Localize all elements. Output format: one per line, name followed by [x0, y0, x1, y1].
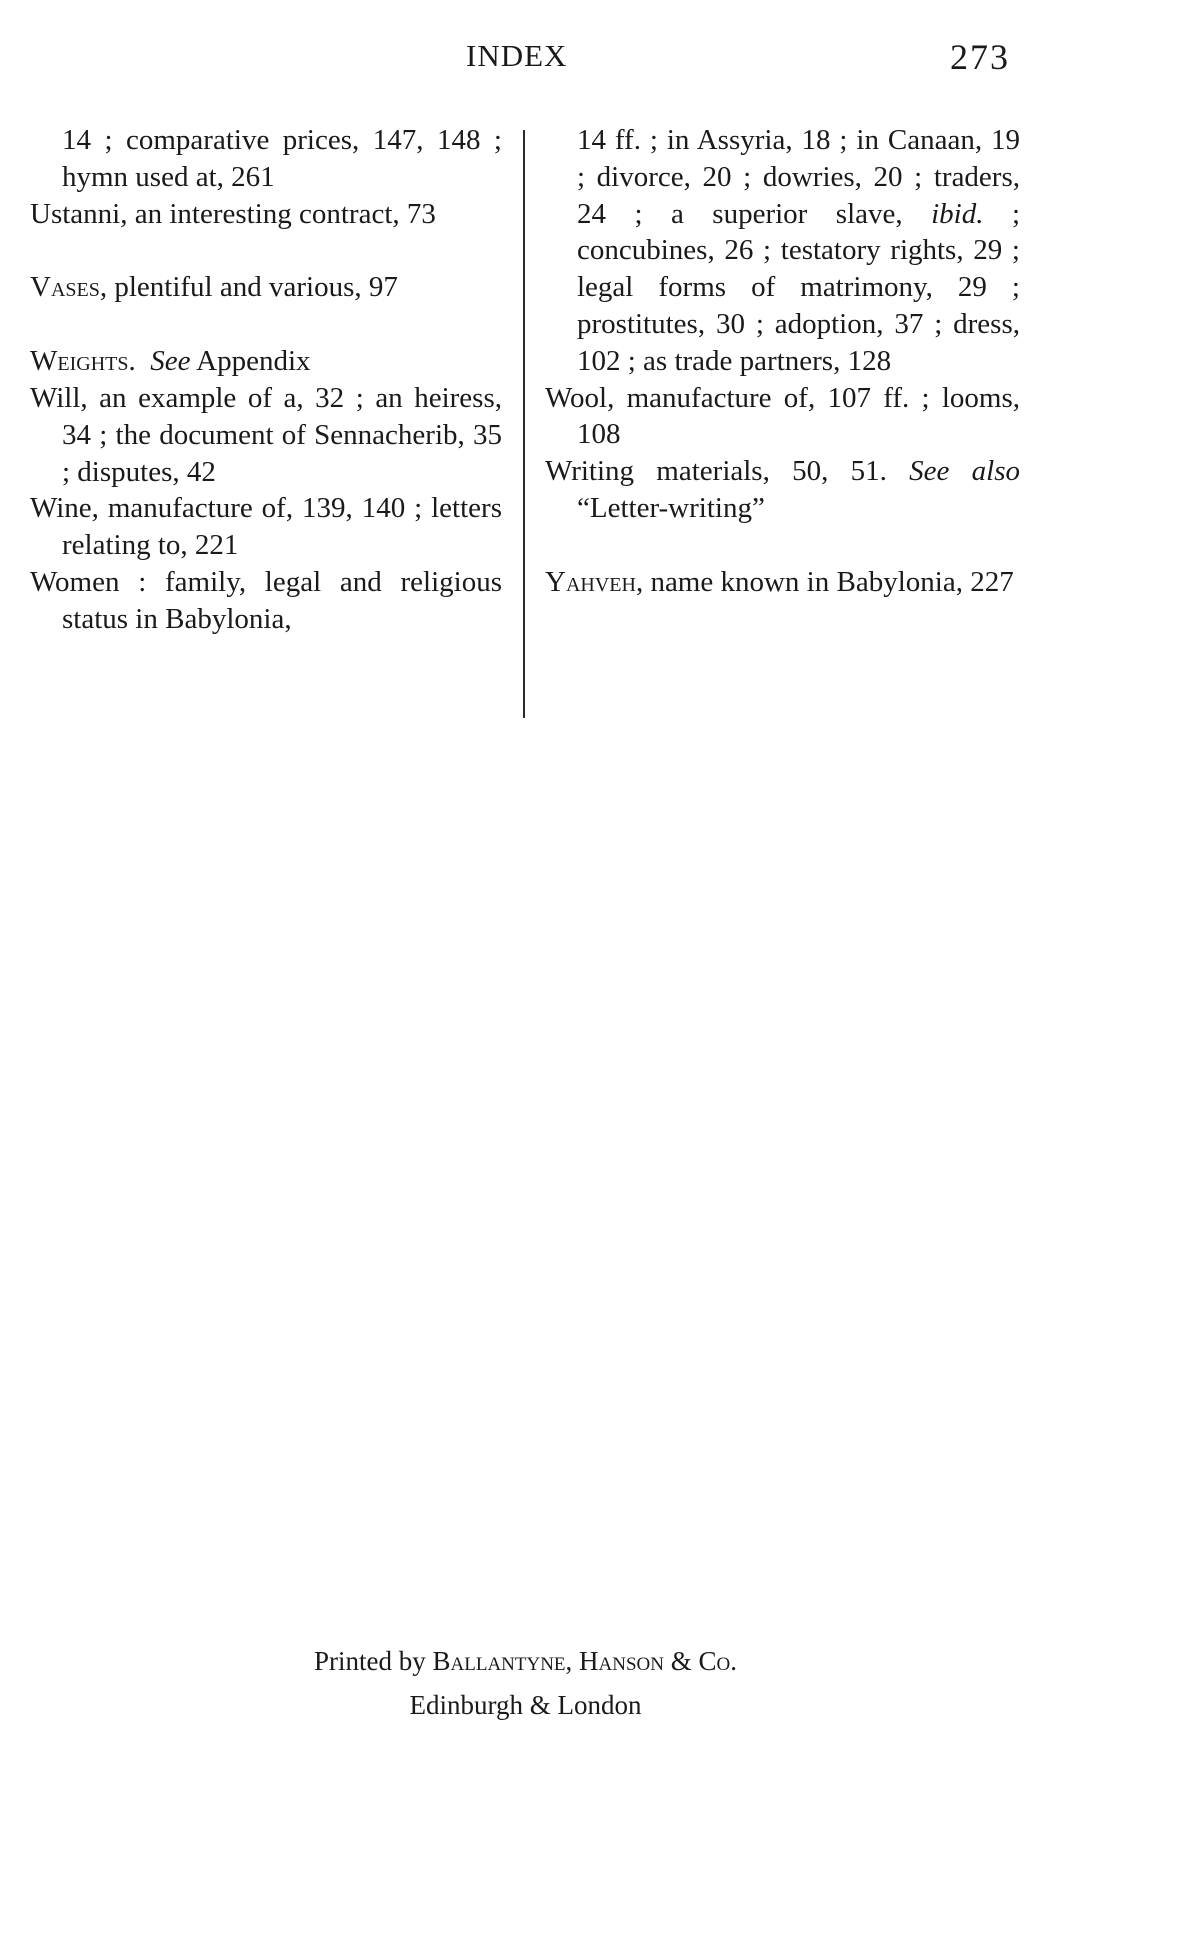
- index-entry-will: Will, an example of a, 32 ; an heiress, 34 ; the document of Sennacherib, 35 ; disputes, 42: [30, 381, 502, 488]
- index-entry-women-continued: [545, 122, 1020, 380]
- index-entry-weights: [30, 343, 502, 380]
- index-entry-women: Women : family, legal and religious status in Babylonia,: [30, 565, 502, 635]
- printed-by-label: Printed by: [314, 1646, 433, 1676]
- entry-text: , plentiful and various, 97: [99, 271, 398, 304]
- printer-name: Ballantyne, Hanson & Co.: [432, 1646, 737, 1676]
- headword-yahveh: Yahveh: [545, 565, 636, 598]
- index-entry-vases: [30, 269, 502, 306]
- index-entry-yahveh: [545, 564, 1020, 601]
- headword-weights: Weights.: [30, 345, 136, 378]
- entry-text: 14 ff. ; in Assyria, 18 ; in Canaan, 19 ; divorce, 20 ; dowries, 20 ; traders, 24 ; a superior slave,: [577, 124, 1020, 230]
- see-also-reference: See also: [909, 455, 1020, 488]
- headword-vases: Vases: [30, 271, 100, 304]
- index-column-left: [30, 122, 502, 638]
- entry-text: Writing materials, 50, 51.: [545, 455, 910, 488]
- index-entry-continuation: 14 ; comparative prices, 147, 148 ; hymn used at, 261: [62, 124, 502, 193]
- entry-text: ; concubines, 26 ; testatory rights, 29 ; legal forms of matrimony, 29 ; prostitutes, 30 ; adoption, 37 ; dress, 102 ; as trade partners, 128: [577, 197, 1021, 377]
- printer-location: Edinburgh & London: [409, 1690, 642, 1720]
- running-title: INDEX: [466, 38, 568, 73]
- index-entry-wool: Wool, manufacture of, 107 ff. ; looms, 108: [545, 381, 1020, 451]
- column-divider: [523, 130, 525, 718]
- letter-gap: [30, 232, 502, 269]
- index-entry-wine: Wine, manufacture of, 139, 140 ; letters relating to, 221: [30, 492, 502, 562]
- entry-text: Appendix: [190, 345, 311, 378]
- entry-text: “Letter-writing”: [577, 491, 765, 524]
- index-column-right: [545, 122, 1020, 601]
- see-reference: See: [150, 345, 191, 378]
- ibid-reference: ibid.: [931, 197, 984, 230]
- index-entry-ustanni: Ustanni, an interesting contract, 73: [30, 197, 436, 230]
- printer-imprint: [0, 1646, 1115, 1677]
- entry-text: , name known in Babylonia, 227: [635, 565, 1014, 598]
- letter-gap: [30, 306, 502, 343]
- index-entry-writing: [545, 453, 1020, 527]
- page-number: 273: [950, 37, 1010, 77]
- letter-gap: [545, 527, 1020, 564]
- running-head: [0, 36, 1179, 76]
